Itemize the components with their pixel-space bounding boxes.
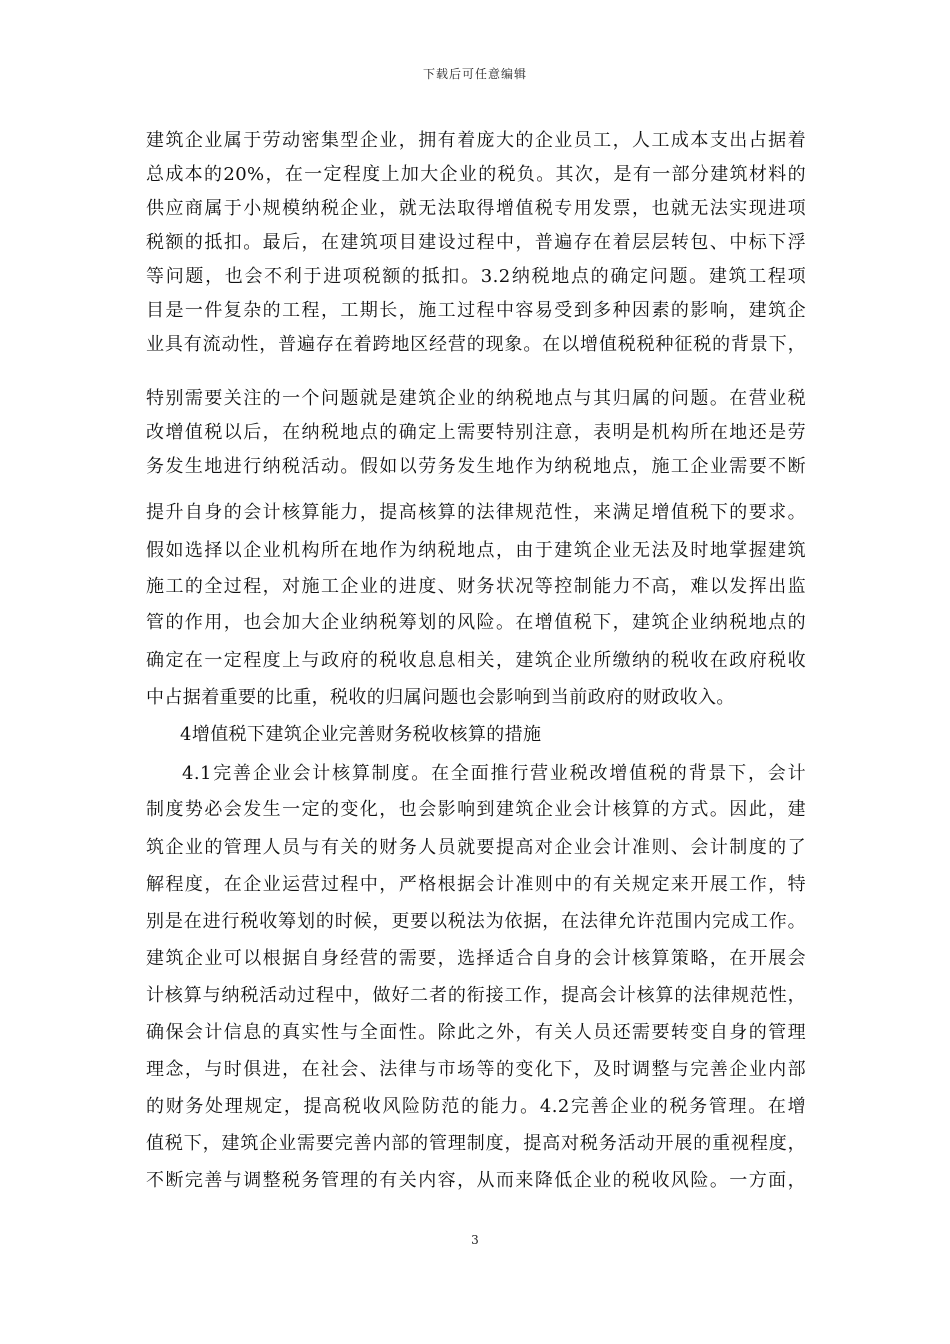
text-line: 目是一件复杂的工程，工期长，施工过程中容易受到多种因素的影响，建筑企 <box>146 300 806 321</box>
text-line: 建筑企业可以根据自身经营的需要，选择适合自身的会计核算策略，在开展会 <box>146 948 806 969</box>
text-line: 税额的抵扣。最后，在建筑项目建设过程中，普遍存在着层层转包、中标下浮 <box>146 232 806 253</box>
text-line: 解程度，在企业运营过程中，严格根据会计准则中的有关规定来开展工作，特 <box>146 874 806 895</box>
page-header: 下载后可任意编辑 <box>422 67 527 81</box>
text-line: 提升自身的会计核算能力，提高核算的法律规范性，来满足增值税下的要求。 <box>146 502 806 523</box>
text-line: 施工的全过程，对施工企业的进度、财务状况等控制能力不高，难以发挥出监 <box>146 576 806 597</box>
text-line: 4.1完善企业会计核算制度。在全面推行营业税改增值税的背景下，会计 <box>182 763 806 784</box>
text-line: 确定在一定程度上与政府的税收息息相关，建筑企业所缴纳的税收在政府税收 <box>146 650 806 671</box>
text-line: 业具有流动性，普遍存在着跨地区经营的现象。在以增值税税种征税的背景下， <box>146 334 806 355</box>
text-line: 改增值税以后，在纳税地点的确定上需要特别注意，表明是机构所在地还是劳 <box>146 422 806 443</box>
text-line: 值税下，建筑企业需要完善内部的管理制度，提高对税务活动开展的重视程度， <box>146 1133 806 1154</box>
section-heading: 4增值税下建筑企业完善财务税收核算的措施 <box>180 724 542 745</box>
text-line: 确保会计信息的真实性与全面性。除此之外，有关人员还需要转变自身的管理 <box>146 1022 806 1043</box>
text-line: 特别需要关注的一个问题就是建筑企业的纳税地点与其归属的问题。在营业税 <box>146 388 806 409</box>
text-line: 别是在进行税收筹划的时候，更要以税法为依据，在法律允许范围内完成工作。 <box>146 911 806 932</box>
text-line: 假如选择以企业机构所在地作为纳税地点，由于建筑企业无法及时地掌握建筑 <box>146 540 806 561</box>
page-number: 3 <box>471 1233 479 1247</box>
text-line: 制度势必会发生一定的变化，也会影响到建筑企业会计核算的方式。因此，建 <box>146 799 806 820</box>
text-line: 供应商属于小规模纳税企业，就无法取得增值税专用发票，也就无法实现进项 <box>146 198 806 219</box>
text-line: 的财务处理规定，提高税收风险防范的能力。4.2完善企业的税务管理。在增 <box>146 1096 806 1117</box>
text-line: 中占据着重要的比重，税收的归属问题也会影响到当前政府的财政收入。 <box>146 687 735 708</box>
text-line: 建筑企业属于劳动密集型企业，拥有着庞大的企业员工，人工成本支出占据着 <box>146 130 806 151</box>
text-line: 计核算与纳税活动过程中，做好二者的衔接工作，提高会计核算的法律规范性， <box>146 985 806 1006</box>
text-line: 总成本的20%，在一定程度上加大企业的税负。其次，是有一部分建筑材料的 <box>146 164 806 185</box>
text-line: 筑企业的管理人员与有关的财务人员就要提高对企业会计准则、会计制度的了 <box>146 837 806 858</box>
text-line: 等问题，也会不利于进项税额的抵扣。3.2纳税地点的确定问题。建筑工程项 <box>146 266 806 287</box>
text-line: 务发生地进行纳税活动。假如以劳务发生地作为纳税地点，施工企业需要不断 <box>146 456 806 477</box>
text-line: 不断完善与调整税务管理的有关内容，从而来降低企业的税收风险。一方面， <box>146 1170 806 1191</box>
text-line: 理念，与时俱进，在社会、法律与市场等的变化下，及时调整与完善企业内部 <box>146 1059 806 1080</box>
text-line: 管的作用，也会加大企业纳税筹划的风险。在增值税下，建筑企业纳税地点的 <box>146 612 806 633</box>
